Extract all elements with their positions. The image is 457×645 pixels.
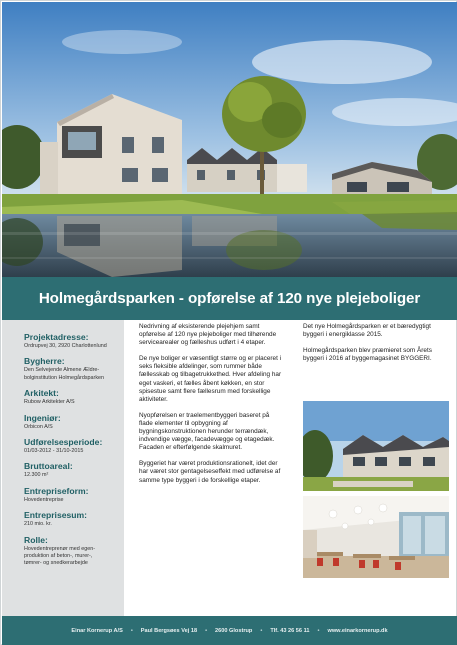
page-title: Holmegårdsparken - opførelse af 120 nye plejeboliger: [38, 290, 421, 307]
fact-label: Projektadresse:: [24, 332, 89, 342]
footer-website-link[interactable]: www.einarkornerup.dk: [327, 627, 388, 634]
fact-contract-sum: [24, 510, 124, 528]
body-paragraph: Holmegårdsparken blev præmieret som Årets byggeri i 2016 af byggemagasinet BYGGERI.: [303, 347, 432, 363]
title-band: [2, 277, 457, 320]
project-facts-sidebar: [2, 320, 124, 616]
footer-separator: •: [260, 627, 263, 634]
fact-label: Bruttoareal:: [24, 461, 73, 472]
footer-separator: •: [130, 627, 133, 634]
fact-engineer: [24, 413, 124, 431]
fact-label: Bygherre:: [24, 356, 65, 367]
fact-value: 12.300 m²: [24, 472, 49, 479]
body-paragraph: De nye boliger er væsentligt større og er placeret i seks fleksible afdelinger, som rummer både fællesskab og tilbagetrukkethed. Hver afdeling har eget vaskeri, et fælles åbent køkken, en stor spisestue samt flere fællesrum med forskellige aktiviteter.: [139, 355, 282, 403]
footer-contact-bar: [2, 616, 457, 645]
footer-city: 2600 Glostrup: [215, 627, 253, 634]
fact-client: [24, 356, 124, 382]
exterior-photo: [303, 401, 449, 491]
fact-value: Den Selvejende Almene Ældre- bolginstitution Holmegårdsparken: [24, 367, 105, 381]
fact-period: [24, 437, 124, 455]
fact-label: Udførelsesperiode:: [24, 437, 103, 448]
footer-company: Einar Kornerup A/S: [71, 627, 123, 634]
body-paragraph: Byggeriet har været produktionsrationelt, idet der har været stor gentagelseseffekt med udførelse af samme type byggeri i de forskellige etaper.: [139, 460, 281, 484]
fact-value: Orbicon A/S: [24, 423, 53, 430]
footer-separator: •: [317, 627, 320, 634]
body-paragraph: Nedrivning af eksisterende plejehjem samt opførelse af 120 nye plejeboliger med tilhørende servicearealer og fælleshus udført i 4 etaper.: [139, 323, 277, 347]
fact-project-address: [24, 332, 124, 350]
fact-value: 210 mio. kr.: [24, 521, 52, 528]
fact-architect: [24, 388, 124, 406]
fact-label: Entrepriseform:: [24, 485, 89, 496]
fact-value: Hovedentreprenør med egen- produktion af beton-, murer-, tømrer- og snedkerarbejde: [24, 545, 96, 567]
fact-contract-form: [24, 486, 124, 504]
fact-label: Arkitekt:: [24, 388, 59, 399]
fact-value: Ordrupvej 30, 2920 Charlottenlund: [24, 343, 107, 349]
body-paragraph: Nyopførelsen er traelementbyggeri baseret på flade elementer til opbygning af bygningskonstruktionen herunder terrændæk, indvendige vægge, facadevægge og etagedæk. Facaden er efterfølgende skalmuret.: [139, 411, 275, 452]
fact-value: 01/03-2012 - 31/10-2015: [24, 448, 84, 455]
fact-value: Hovedentreprise: [24, 496, 64, 503]
body-column-1: [139, 323, 283, 493]
fact-label: Entreprisesum:: [24, 510, 88, 521]
fact-label: Rolle:: [24, 534, 48, 545]
footer-phone: Tlf. 43 26 56 11: [270, 627, 310, 634]
fact-value: Rubow Arkitekter A/S: [24, 399, 75, 406]
hero-photo: [2, 2, 457, 277]
footer-address: Paul Bergsøes Vej 18: [140, 627, 198, 634]
body-paragraph: Det nye Holmegårdsparken er et bæredygtigt byggeri i energiklasse 2015.: [303, 323, 431, 339]
interior-photo: [303, 496, 449, 578]
fact-role: [24, 535, 124, 568]
body-column-2: [303, 323, 451, 371]
fact-label: Ingeniør:: [24, 412, 61, 423]
footer-separator: •: [205, 627, 208, 634]
fact-gross-area: [24, 461, 124, 479]
